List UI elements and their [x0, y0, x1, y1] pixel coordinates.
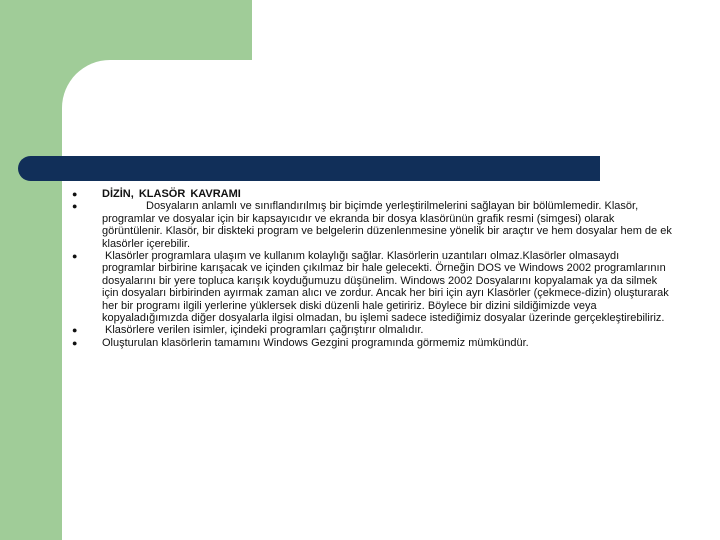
title-bar	[18, 156, 600, 181]
bullet-item-definition	[72, 200, 672, 250]
explorer-text: Oluşturulan klasörlerin tamamını Windows Gezgini programında görmemiz mümkündür.	[102, 336, 529, 349]
bullet-icon: ●	[72, 325, 78, 336]
bullet-icon: ●	[72, 251, 78, 262]
naming-text: Klasörlere verilen isimler, içindeki programları çağrıştırır olmalıdır.	[105, 324, 424, 337]
bullet-list	[72, 188, 672, 349]
bullet-item-benefits	[72, 250, 672, 324]
definition-text: Dosyaların anlamlı ve sınıflandırılmış bir biçimde yerleştirilmelerini sağlayan bir bölümlemedir. Klasör, programlar ve dosyalar için bir kapsayıcıdır ve ekranda bir dosya klasörünün grafik resmi (simgesi) olarak görüntülenir. Klasör, bir diskteki program ve belgelerin düzenlenmesine yönelik bir araçtır ve hem dosyalar hem de ek klasörler içerebilir.	[102, 200, 672, 250]
bullet-item-explorer	[72, 337, 672, 349]
benefits-text: Klasörler programlara ulaşım ve kullanım kolaylığı sağlar. Klasörlerin uzantıları olmaz.Klasörler olmasaydı programlar birbirine karışacak ve içinden çıkılmaz bir hale gelecekti. Örneğin DOS ve Windows 2002 programlarının dosyalarını bir yere topluca karışık koyduğumuzu düşünelim. Windows 2002 Dosyalarını kopyalamak ya da silmek için dosyaları birbirinden ayırmak zaman alıcı ve zordur. Ancak her biri için ayrı Klasörler (çekmece-dizin) oluşturarak her bir programı ilgili yerlerine yüklersek diski düzenli hale getiririz. Böylece bir dizini sildiğimizde veya kopyaladığımızda diğer dosyalarla ilgisi olmadan, bu işlemi sadece istediğimiz dosyalar üzerinde gerçekleştirebiliriz.	[102, 250, 669, 325]
bullet-icon: ●	[72, 189, 78, 199]
bullet-icon: ●	[72, 337, 78, 348]
bullet-icon: ●	[72, 201, 78, 212]
heading-text: DİZİN, KLASÖR KAVRAMI	[102, 188, 241, 200]
bullet-item-heading	[72, 188, 672, 200]
bullet-item-naming	[72, 324, 672, 336]
